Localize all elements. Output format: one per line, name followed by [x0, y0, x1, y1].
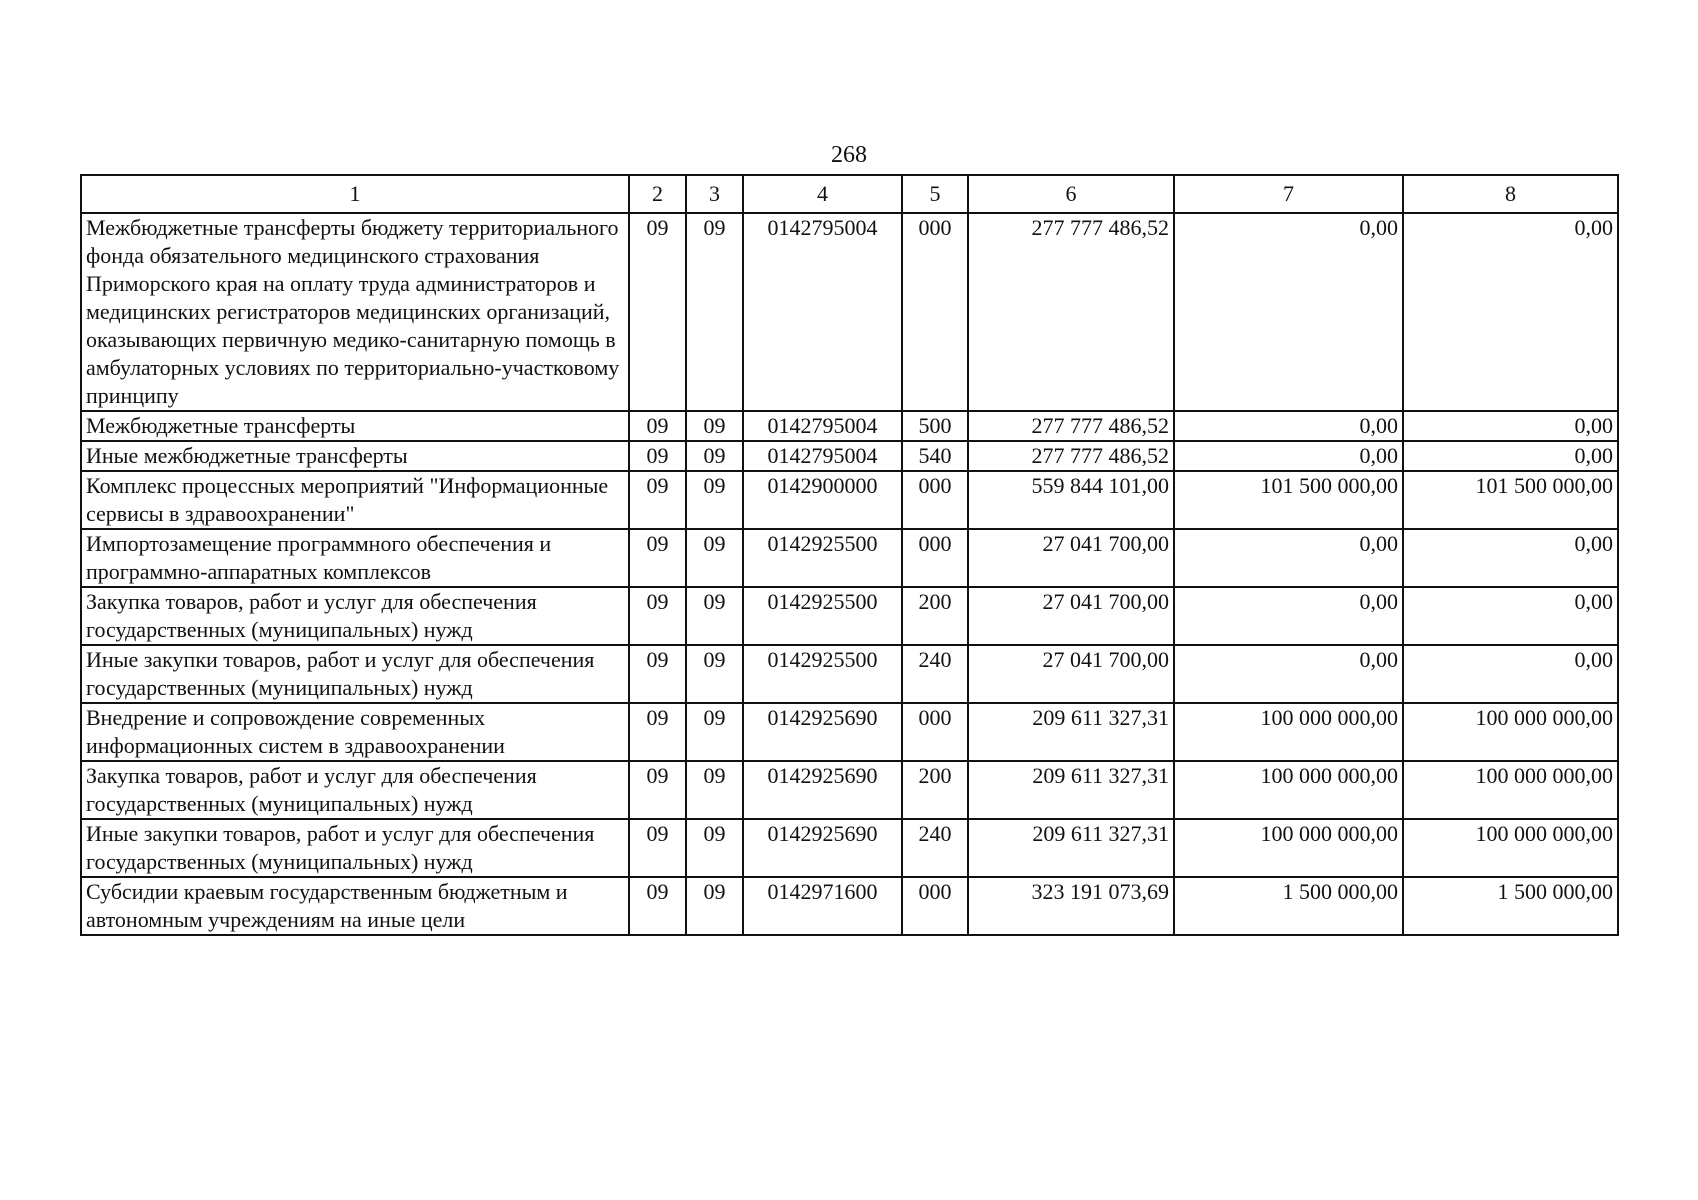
- item-name: Иные межбюджетные трансферты: [81, 441, 629, 471]
- amount-col-8: 0,00: [1403, 645, 1618, 703]
- item-name: Закупка товаров, работ и услуг для обеспечения государственных (муниципальных) нужд: [81, 761, 629, 819]
- subsection-code: 09: [686, 645, 743, 703]
- header-cell: 5: [902, 175, 968, 213]
- amount-col-6: 209 611 327,31: [968, 761, 1174, 819]
- section-code: 09: [629, 761, 686, 819]
- amount-col-6: 277 777 486,52: [968, 213, 1174, 411]
- amount-col-8: 0,00: [1403, 213, 1618, 411]
- section-code: 09: [629, 703, 686, 761]
- item-name: Иные закупки товаров, работ и услуг для обеспечения государственных (муниципальных) нужд: [81, 819, 629, 877]
- section-code: 09: [629, 877, 686, 935]
- expense-type-code: 200: [902, 587, 968, 645]
- header-cell: 7: [1174, 175, 1403, 213]
- amount-col-6: 27 041 700,00: [968, 587, 1174, 645]
- subsection-code: 09: [686, 411, 743, 441]
- target-article-code: 0142971600: [743, 877, 902, 935]
- budget-table: [80, 174, 1619, 936]
- table-row: [81, 411, 1618, 441]
- amount-col-8: 100 000 000,00: [1403, 703, 1618, 761]
- amount-col-7: 0,00: [1174, 587, 1403, 645]
- expense-type-code: 000: [902, 529, 968, 587]
- item-name: Межбюджетные трансферты бюджету территориального фонда обязательного медицинского страхования Приморского края на оплату труда администраторов и медицинских регистраторов медицинских организаций, оказывающих первичную медико-санитарную помощь в амбулаторных условиях по территориально-участковому принципу: [81, 213, 629, 411]
- amount-col-6: 209 611 327,31: [968, 819, 1174, 877]
- section-code: 09: [629, 819, 686, 877]
- amount-col-7: 0,00: [1174, 213, 1403, 411]
- target-article-code: 0142900000: [743, 471, 902, 529]
- target-article-code: 0142925500: [743, 645, 902, 703]
- expense-type-code: 540: [902, 441, 968, 471]
- amount-col-6: 277 777 486,52: [968, 441, 1174, 471]
- table-row: [81, 761, 1618, 819]
- amount-col-8: 0,00: [1403, 587, 1618, 645]
- amount-col-7: 1 500 000,00: [1174, 877, 1403, 935]
- section-code: 09: [629, 411, 686, 441]
- target-article-code: 0142925690: [743, 819, 902, 877]
- subsection-code: 09: [686, 441, 743, 471]
- amount-col-7: 0,00: [1174, 411, 1403, 441]
- amount-col-6: 559 844 101,00: [968, 471, 1174, 529]
- amount-col-7: 100 000 000,00: [1174, 703, 1403, 761]
- table-row: [81, 645, 1618, 703]
- target-article-code: 0142925500: [743, 529, 902, 587]
- amount-col-7: 0,00: [1174, 645, 1403, 703]
- section-code: 09: [629, 213, 686, 411]
- amount-col-6: 27 041 700,00: [968, 645, 1174, 703]
- amount-col-7: 100 000 000,00: [1174, 819, 1403, 877]
- target-article-code: 0142925500: [743, 587, 902, 645]
- amount-col-8: 1 500 000,00: [1403, 877, 1618, 935]
- expense-type-code: 500: [902, 411, 968, 441]
- item-name: Субсидии краевым государственным бюджетным и автономным учреждениям на иные цели: [81, 877, 629, 935]
- amount-col-8: 100 000 000,00: [1403, 761, 1618, 819]
- table-row: [81, 471, 1618, 529]
- expense-type-code: 240: [902, 819, 968, 877]
- amount-col-6: 323 191 073,69: [968, 877, 1174, 935]
- expense-type-code: 000: [902, 471, 968, 529]
- subsection-code: 09: [686, 877, 743, 935]
- amount-col-6: 27 041 700,00: [968, 529, 1174, 587]
- amount-col-8: 0,00: [1403, 529, 1618, 587]
- amount-col-7: 100 000 000,00: [1174, 761, 1403, 819]
- amount-col-8: 100 000 000,00: [1403, 819, 1618, 877]
- amount-col-8: 0,00: [1403, 411, 1618, 441]
- amount-col-8: 101 500 000,00: [1403, 471, 1618, 529]
- section-code: 09: [629, 587, 686, 645]
- item-name: Внедрение и сопровождение современных информационных систем в здравоохранении: [81, 703, 629, 761]
- table-row: [81, 703, 1618, 761]
- expense-type-code: 200: [902, 761, 968, 819]
- header-cell: 3: [686, 175, 743, 213]
- section-code: 09: [629, 529, 686, 587]
- subsection-code: 09: [686, 587, 743, 645]
- header-cell: 4: [743, 175, 902, 213]
- expense-type-code: 000: [902, 877, 968, 935]
- amount-col-7: 0,00: [1174, 529, 1403, 587]
- amount-col-6: 277 777 486,52: [968, 411, 1174, 441]
- page-number: 268: [831, 142, 867, 168]
- target-article-code: 0142795004: [743, 213, 902, 411]
- section-code: 09: [629, 441, 686, 471]
- subsection-code: 09: [686, 213, 743, 411]
- expense-type-code: 240: [902, 645, 968, 703]
- table-row: [81, 441, 1618, 471]
- header-cell: 8: [1403, 175, 1618, 213]
- item-name: Закупка товаров, работ и услуг для обеспечения государственных (муниципальных) нужд: [81, 587, 629, 645]
- target-article-code: 0142925690: [743, 703, 902, 761]
- expense-type-code: 000: [902, 703, 968, 761]
- section-code: 09: [629, 645, 686, 703]
- table-row: [81, 213, 1618, 411]
- amount-col-6: 209 611 327,31: [968, 703, 1174, 761]
- header-cell: 6: [968, 175, 1174, 213]
- amount-col-8: 0,00: [1403, 441, 1618, 471]
- item-name: Иные закупки товаров, работ и услуг для обеспечения государственных (муниципальных) нужд: [81, 645, 629, 703]
- target-article-code: 0142795004: [743, 411, 902, 441]
- header-row: [81, 175, 1618, 213]
- item-name: Импортозамещение программного обеспечения и программно-аппаратных комплексов: [81, 529, 629, 587]
- item-name: Комплекс процессных мероприятий "Информационные сервисы в здравоохранении": [81, 471, 629, 529]
- table-row: [81, 529, 1618, 587]
- expense-type-code: 000: [902, 213, 968, 411]
- table-row: [81, 819, 1618, 877]
- subsection-code: 09: [686, 529, 743, 587]
- item-name: Межбюджетные трансферты: [81, 411, 629, 441]
- subsection-code: 09: [686, 819, 743, 877]
- subsection-code: 09: [686, 471, 743, 529]
- table-row: [81, 877, 1618, 935]
- target-article-code: 0142795004: [743, 441, 902, 471]
- subsection-code: 09: [686, 703, 743, 761]
- section-code: 09: [629, 471, 686, 529]
- amount-col-7: 0,00: [1174, 441, 1403, 471]
- header-cell: 2: [629, 175, 686, 213]
- header-cell: 1: [81, 175, 629, 213]
- amount-col-7: 101 500 000,00: [1174, 471, 1403, 529]
- table-row: [81, 587, 1618, 645]
- target-article-code: 0142925690: [743, 761, 902, 819]
- subsection-code: 09: [686, 761, 743, 819]
